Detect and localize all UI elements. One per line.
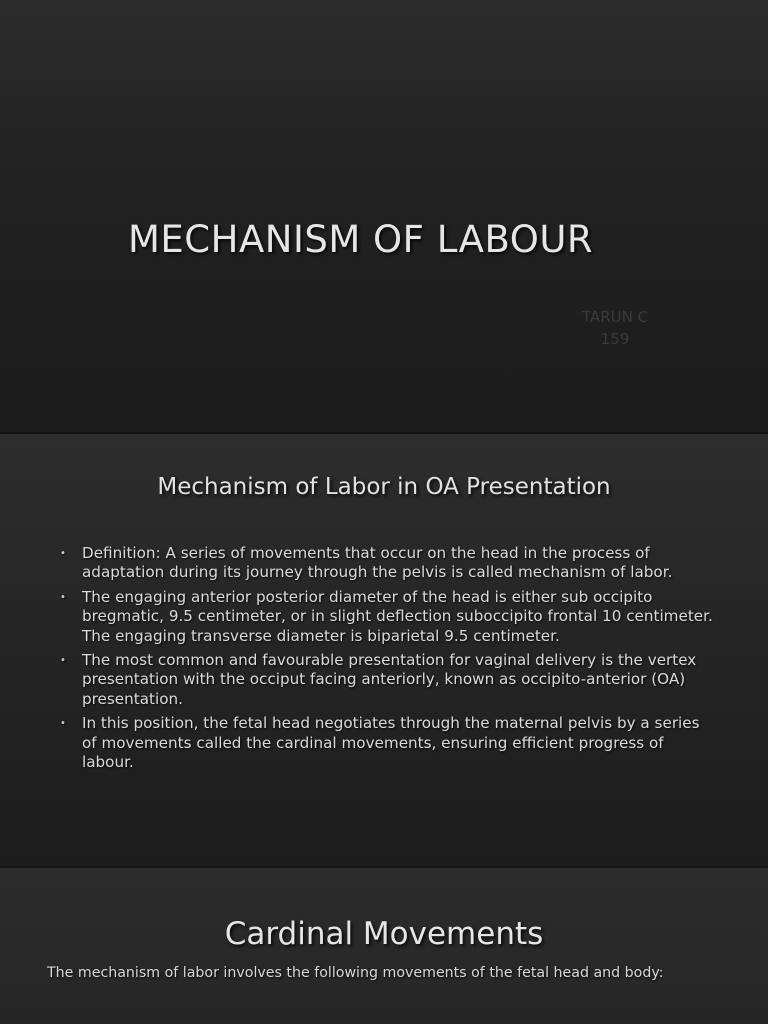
slide-oa-presentation — [0, 434, 768, 866]
presentation-title: MECHANISM OF LABOUR — [128, 218, 594, 261]
author-number: 159 — [600, 330, 630, 348]
bullet-item — [58, 544, 718, 583]
bullet-list — [58, 544, 718, 777]
author-block — [560, 306, 670, 350]
bullet-icon: • — [60, 548, 66, 559]
slide-heading: Cardinal Movements — [224, 916, 544, 952]
author-name: TARUN C — [581, 308, 649, 326]
bullet-item — [58, 651, 718, 709]
slide-heading: Mechanism of Labor in OA Presentation — [157, 474, 611, 500]
bullet-text: Definition: A series of movements that occur on the head in the process of adaptation during its journey through the pelvis is called mechanism of labor. — [82, 544, 673, 582]
bullet-text: The engaging anterior posterior diameter of the head is either sub occipito bregmatic, 9.5 centimeter, or in slight deflection suboccipito frontal 10 centimeter. The engaging transverse diameter is biparietal 9.5 centimeter. — [82, 587, 713, 645]
slide-title — [0, 0, 768, 432]
bullet-text: The most common and favourable presentation for vaginal delivery is the vertex presentation with the occiput facing anteriorly, known as occipito-anterior (OA) presentation. — [82, 651, 697, 708]
bullet-item — [58, 714, 718, 772]
bullet-icon: • — [60, 718, 66, 730]
bullet-text: In this position, the fetal head negotiates through the maternal pelvis by a series of movements called the cardinal movements, ensuring efficient progress of labour. — [82, 714, 700, 772]
slide-cardinal-movements — [0, 868, 768, 1024]
bullet-icon: • — [60, 591, 66, 603]
slide-intro-text: The mechanism of labor involves the following movements of the fetal head and body: — [47, 965, 664, 981]
bullet-icon: • — [60, 655, 66, 667]
bullet-item — [58, 588, 718, 646]
